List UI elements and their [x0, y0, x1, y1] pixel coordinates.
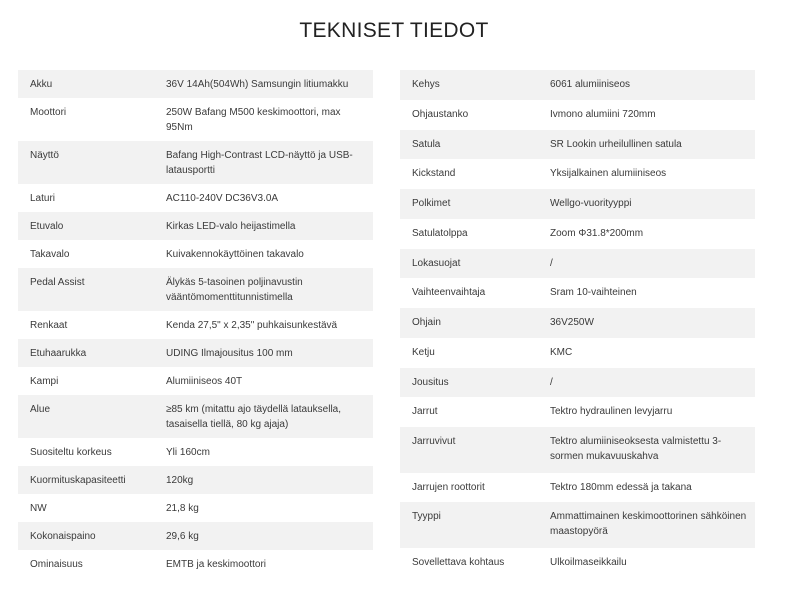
- table-row: [18, 522, 373, 550]
- spec-value: Ulkoilmaseikkailu: [550, 557, 627, 569]
- page-title: TEKNISET TIEDOT: [299, 19, 489, 42]
- spec-value: Wellgo-vuorityyppi: [538, 189, 755, 219]
- spec-key: Takavalo: [30, 249, 70, 260]
- spec-tables: [18, 70, 755, 578]
- spec-key: Jarrujen roottorit: [412, 481, 485, 493]
- spec-value: 250W Bafang M500 keskimoottori, max 95Nm: [166, 107, 341, 133]
- table-row: [400, 189, 755, 219]
- spec-key: Jousitus: [400, 368, 538, 398]
- spec-value: 6061 alumiiniseos: [538, 70, 755, 100]
- spec-value: Tektro 180mm edessä ja takana: [550, 481, 692, 493]
- spec-value: /: [538, 249, 755, 279]
- table-row: [400, 130, 755, 160]
- table-row: [18, 550, 373, 578]
- spec-key: Kuormituskapasiteetti: [18, 466, 154, 494]
- spec-value: 36V250W: [538, 308, 755, 338]
- table-row: [400, 70, 755, 100]
- spec-key: Suositeltu korkeus: [30, 447, 112, 458]
- spec-value: Bafang High-Contrast LCD-näyttö ja USB-latausportti: [154, 141, 373, 184]
- spec-key: Kampi: [30, 376, 59, 387]
- table-row: [18, 268, 373, 311]
- spec-value: KMC: [550, 346, 573, 358]
- table-row: [400, 397, 755, 427]
- spec-table-right: [400, 70, 755, 578]
- table-row: [18, 141, 373, 184]
- spec-key: Lokasuojat: [400, 249, 538, 279]
- spec-value: Ivmono alumiini 720mm: [550, 108, 656, 120]
- spec-value: 29,6 kg: [154, 522, 373, 550]
- spec-key: Kickstand: [412, 168, 456, 180]
- spec-key: Ohjaustanko: [412, 108, 469, 120]
- spec-value: Yksijalkainen alumiiniseos: [550, 168, 667, 180]
- table-row: [18, 240, 373, 268]
- table-row: [400, 278, 755, 308]
- table-row: [400, 159, 755, 189]
- table-row: [400, 548, 755, 578]
- table-row: [18, 212, 373, 240]
- spec-value: Ammattimainen keskimoottorinen sähköinen maastopyörä: [538, 502, 755, 548]
- spec-value: Sram 10-vaihteinen: [550, 287, 637, 299]
- table-row: [400, 473, 755, 503]
- spec-value: Yli 160cm: [166, 447, 210, 458]
- spec-key: Kehys: [400, 70, 538, 100]
- spec-key: Renkaat: [30, 320, 68, 331]
- spec-key: Ohjain: [400, 308, 538, 338]
- spec-key: Pedal Assist: [18, 268, 154, 311]
- spec-key: Etuvalo: [18, 212, 154, 240]
- table-row: [18, 311, 373, 339]
- table-row: [400, 308, 755, 338]
- table-row: [18, 184, 373, 212]
- spec-value: Tektro hydraulinen levyjarru: [550, 406, 673, 418]
- table-row: [18, 98, 373, 141]
- spec-key: Alue: [18, 395, 154, 438]
- spec-key: Sovellettava kohtaus: [412, 557, 505, 569]
- spec-value: Kenda 27,5" x 2,35" puhkaisunkestävä: [166, 320, 338, 331]
- table-row: [400, 427, 755, 473]
- spec-value: Alumiiniseos 40T: [166, 376, 243, 387]
- spec-key: Satula: [400, 130, 538, 160]
- spec-key: Jarruvivut: [400, 427, 538, 473]
- table-row: [400, 368, 755, 398]
- spec-key: Ketju: [412, 346, 435, 358]
- spec-key: NW: [30, 503, 47, 514]
- spec-key: Tyyppi: [400, 502, 538, 548]
- spec-key: Laturi: [30, 193, 56, 204]
- table-row: [18, 438, 373, 466]
- table-row: [400, 502, 755, 548]
- spec-key: Vaihteenvaihtaja: [412, 287, 486, 299]
- spec-value: 21,8 kg: [166, 503, 199, 514]
- spec-value: Tektro alumiiniseoksesta valmistettu 3-sormen mukavuuskahva: [538, 427, 755, 473]
- spec-key: Akku: [18, 70, 154, 98]
- table-row: [400, 219, 755, 249]
- spec-key: Moottori: [30, 107, 67, 118]
- spec-value: /: [538, 368, 755, 398]
- spec-value: SR Lookin urheilullinen satula: [538, 130, 755, 160]
- spec-table-left: [18, 70, 373, 578]
- table-row: [18, 70, 373, 98]
- spec-key: Näyttö: [18, 141, 154, 184]
- spec-value: Kuivakennokäyttöinen takavalo: [166, 249, 304, 260]
- table-row: [18, 466, 373, 494]
- spec-key: Kokonaispaino: [18, 522, 154, 550]
- spec-value: ≥85 km (mitattu ajo täydellä latauksella, tasaisella tiellä, 80 kg ajaja): [154, 395, 373, 438]
- spec-key: Etuhaarukka: [18, 339, 154, 367]
- table-row: [18, 395, 373, 438]
- table-row: [400, 100, 755, 130]
- spec-key: Ominaisuus: [30, 559, 83, 570]
- spec-value: Zoom Φ31.8*200mm: [550, 227, 644, 239]
- spec-key: Polkimet: [400, 189, 538, 219]
- table-row: [400, 249, 755, 279]
- spec-key: Jarrut: [412, 406, 438, 418]
- spec-value: AC110-240V DC36V3.0A: [166, 193, 279, 204]
- spec-value: Älykäs 5-tasoinen poljinavustin vääntömomenttitunnistimella: [154, 268, 373, 311]
- spec-value: EMTB ja keskimoottori: [166, 559, 267, 570]
- table-row: [18, 494, 373, 522]
- table-row: [400, 338, 755, 368]
- table-row: [18, 339, 373, 367]
- spec-value: Kirkas LED-valo heijastimella: [154, 212, 373, 240]
- spec-key: Satulatolppa: [412, 227, 468, 239]
- table-row: [18, 367, 373, 395]
- spec-value: 120kg: [154, 466, 373, 494]
- spec-value: UDING Ilmajousitus 100 mm: [154, 339, 373, 367]
- spec-value: 36V 14Ah(504Wh) Samsungin litiumakku: [154, 70, 373, 98]
